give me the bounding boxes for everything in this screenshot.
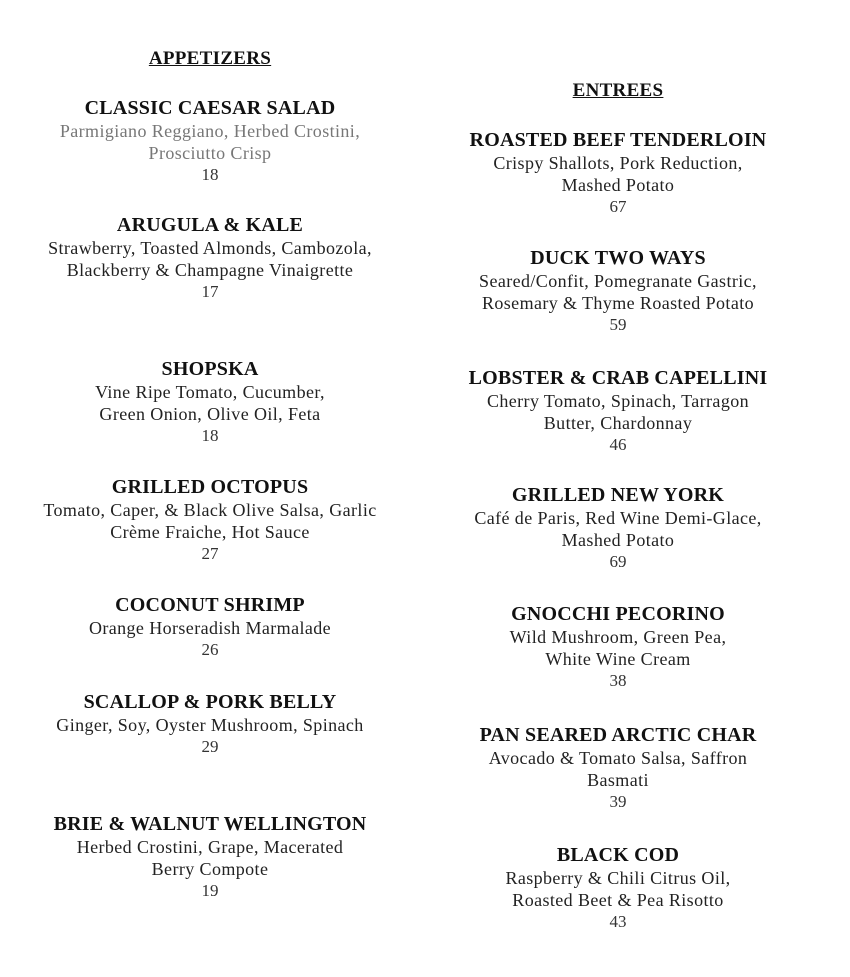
- item-name: GRILLED NEW YORK: [511, 484, 725, 506]
- item-name: GRILLED OCTOPUS: [111, 476, 309, 498]
- item-name: ROASTED BEEF TENDERLOIN: [469, 129, 767, 151]
- item-name: BLACK COD: [556, 844, 680, 866]
- item-price: 39: [609, 792, 627, 811]
- item-description: Tomato, Caper, & Black Olive Salsa, Garlic Crème Fraiche, Hot Sauce: [43, 500, 377, 542]
- item-description: Ginger, Soy, Oyster Mushroom, Spinach: [56, 715, 364, 735]
- item-name: LOBSTER & CRAB CAPELLINI: [468, 367, 768, 389]
- menu-item: [30, 357, 390, 446]
- menu-item: [448, 843, 788, 932]
- item-description: Seared/Confit, Pomegranate Gastric, Rosemary & Thyme Roasted Potato: [479, 271, 757, 313]
- item-name: PAN SEARED ARCTIC CHAR: [479, 724, 757, 746]
- appetizers-heading: APPETIZERS: [148, 48, 272, 69]
- item-price: 46: [609, 435, 627, 454]
- item-name: GNOCCHI PECORINO: [511, 603, 725, 625]
- item-name: SCALLOP & PORK BELLY: [83, 691, 337, 713]
- item-description: Wild Mushroom, Green Pea, White Wine Cream: [509, 627, 727, 669]
- item-price: 38: [609, 671, 627, 690]
- item-price: 59: [609, 315, 627, 334]
- item-price: 69: [609, 552, 627, 571]
- menu-item: [30, 96, 390, 185]
- item-name: BRIE & WALNUT WELLINGTON: [53, 813, 367, 835]
- item-price: 19: [201, 881, 219, 900]
- item-description: Avocado & Tomato Salsa, Saffron Basmati: [488, 748, 748, 790]
- item-price: 18: [201, 426, 219, 445]
- menu-item: [448, 723, 788, 812]
- menu-item: [30, 812, 390, 901]
- item-description: Herbed Crostini, Grape, Macerated Berry Compote: [76, 837, 344, 879]
- menu-item: [30, 475, 390, 564]
- item-price: 17: [201, 282, 219, 301]
- menu-item: [30, 690, 390, 757]
- menu-item: [30, 213, 390, 302]
- item-price: 27: [201, 544, 219, 563]
- item-price: 29: [201, 737, 219, 756]
- item-price: 18: [201, 165, 219, 184]
- item-name: CLASSIC CAESAR SALAD: [84, 97, 336, 119]
- menu-item: [448, 366, 788, 455]
- item-name: DUCK TWO WAYS: [530, 247, 706, 269]
- item-description: Cherry Tomato, Spinach, Tarragon Butter, Chardonnay: [486, 391, 750, 433]
- item-price: 67: [609, 197, 627, 216]
- item-description: Orange Horseradish Marmalade: [88, 618, 332, 638]
- item-name: COCONUT SHRIMP: [115, 594, 305, 616]
- item-description: Parmigiano Reggiano, Herbed Crostini, Prosciutto Crisp: [59, 121, 361, 163]
- menu-item: [448, 246, 788, 335]
- item-description: Raspberry & Chili Citrus Oil, Roasted Beet & Pea Risotto: [505, 868, 731, 910]
- menu-item: [448, 483, 788, 572]
- item-description: Café de Paris, Red Wine Demi-Glace, Mashed Potato: [474, 508, 762, 550]
- item-description: Crispy Shallots, Pork Reduction, Mashed Potato: [493, 153, 743, 195]
- item-name: ARUGULA & KALE: [116, 214, 304, 236]
- item-description: Strawberry, Toasted Almonds, Cambozola, Blackberry & Champagne Vinaigrette: [48, 238, 372, 280]
- item-description: Vine Ripe Tomato, Cucumber, Green Onion, Olive Oil, Feta: [95, 382, 325, 424]
- item-name: SHOPSKA: [161, 358, 259, 380]
- item-price: 26: [201, 640, 219, 659]
- menu-item: [30, 593, 390, 660]
- entrees-heading: ENTREES: [572, 80, 664, 101]
- item-price: 43: [609, 912, 627, 931]
- menu-item: [448, 602, 788, 691]
- menu-item: [448, 128, 788, 217]
